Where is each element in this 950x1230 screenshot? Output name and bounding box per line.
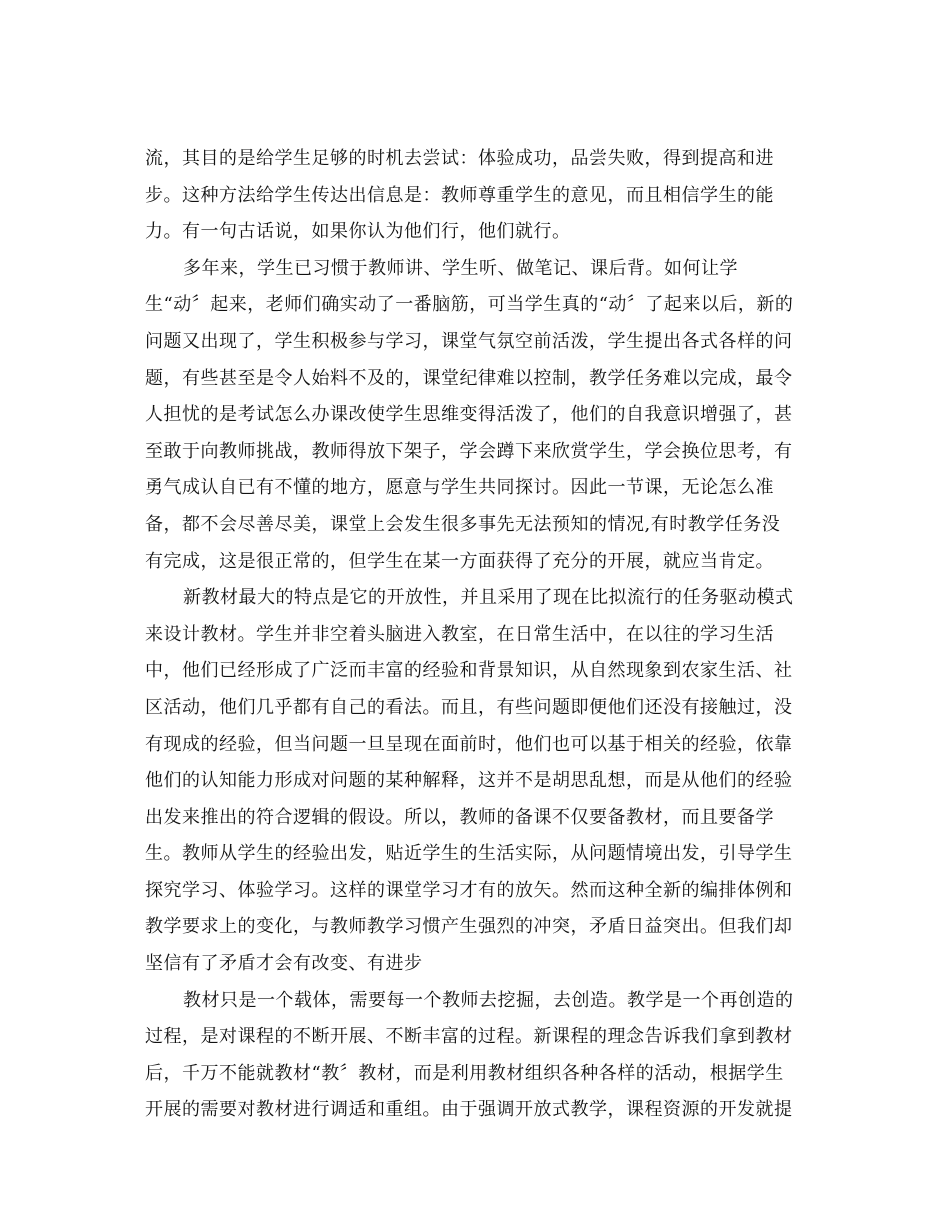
text-line: 题，有些甚至是令人始料不及的，课堂纪律难以控制，教学任务难以完成，最令: [145, 367, 793, 389]
text-line: 开展的需要对教材进行调适和重组。由于强调开放式教学，课程资源的开发就提: [145, 1099, 793, 1121]
text-line: 来设计教材。学生并非空着头脑进入教室，在日常生活中，在以往的学习生活: [145, 623, 774, 645]
text-line: 勇气成认自已有不懂的地方，愿意与学生共同探讨。因此一节课，无论怎么准: [145, 477, 774, 499]
text-line: 有完成，这是很正常的，但学生在某一方面获得了充分的开展，就应当肯定。: [145, 550, 774, 572]
text-line: 区活动，他们几乎都有自己的看法。而且，有些问题即便他们还没有接触过，没: [145, 696, 793, 718]
paragraph-start-line: 教材只是一个载体，需要每一个教师去挖掘，去创造。教学是一个再创造的: [183, 989, 794, 1011]
text-line: 他们的认知能力形成对问题的某种解释，这并不是胡思乱想，而是从他们的经验: [145, 770, 793, 792]
text-line: 中，他们已经形成了广泛而丰富的经验和背景知识，从自然现象到农家生活、社: [145, 660, 793, 682]
text-line: 力。有一句古话说，如果你认为他们行，他们就行。: [145, 221, 571, 243]
document-body: [145, 141, 800, 1129]
text-line: 过程，是对课程的不断开展、不断丰富的过程。新课程的理念告诉我们拿到教材: [145, 1026, 793, 1048]
text-line: 至敢于向教师挑战，教师得放下架子，学会蹲下来欣赏学生，学会换位思考，有: [145, 440, 793, 462]
text-line: 坚信有了矛盾才会有改变、有进步: [145, 953, 423, 975]
text-line: 有现成的经验，但当问题一旦呈现在面前时，他们也可以基于相关的经验，依靠: [145, 733, 793, 755]
text-line: 出发来推出的符合逻辑的假设。所以，教师的备课不仅要备教材，而且要备学: [145, 806, 774, 828]
text-line: 探究学习、体验学习。这样的课堂学习才有的放矢。然而这种全新的编排体例和: [145, 879, 793, 901]
paragraph-start-line: 多年来，学生已习惯于教师讲、学生听、做笔记、课后背。如何让学: [183, 257, 738, 279]
text-line: 生“动〞起来，老师们确实动了一番脑筋，可当学生真的“动〞了起来以后，新的: [145, 294, 794, 316]
text-line: 问题又出现了，学生积极参与学习，课堂气氛空前活泼，学生提出各式各样的问: [145, 330, 793, 352]
text-line: 生。教师从学生的经验出发，贴近学生的生活实际，从问题情境出发，引导学生: [145, 843, 793, 865]
text-line: 流，其目的是给学生足够的时机去尝试：体验成功，品尝失败，得到提高和进: [145, 148, 774, 169]
text-line: 后，千万不能就教材“教〞教材，而是利用教材组织各种各样的活动，根据学生: [145, 1062, 784, 1084]
text-line: 人担忧的是考试怎么办课改使学生思维变得活泼了，他们的自我意识增强了，甚: [145, 404, 793, 426]
text-line: 步。这种方法给学生传达出信息是：教师尊重学生的意见，而且相信学生的能: [145, 184, 774, 206]
text-line: 备，都不会尽善尽美，课堂上会发生很多事先无法预知的情况,有时教学任务没: [145, 513, 781, 535]
text-line: 教学要求上的变化，与教师教学习惯产生强烈的冲突，矛盾日益突出。但我们却: [145, 916, 793, 938]
paragraph-start-line: 新教材最大的特点是它的开放性，并且采用了现在比拟流行的任务驱动模式: [183, 587, 794, 609]
